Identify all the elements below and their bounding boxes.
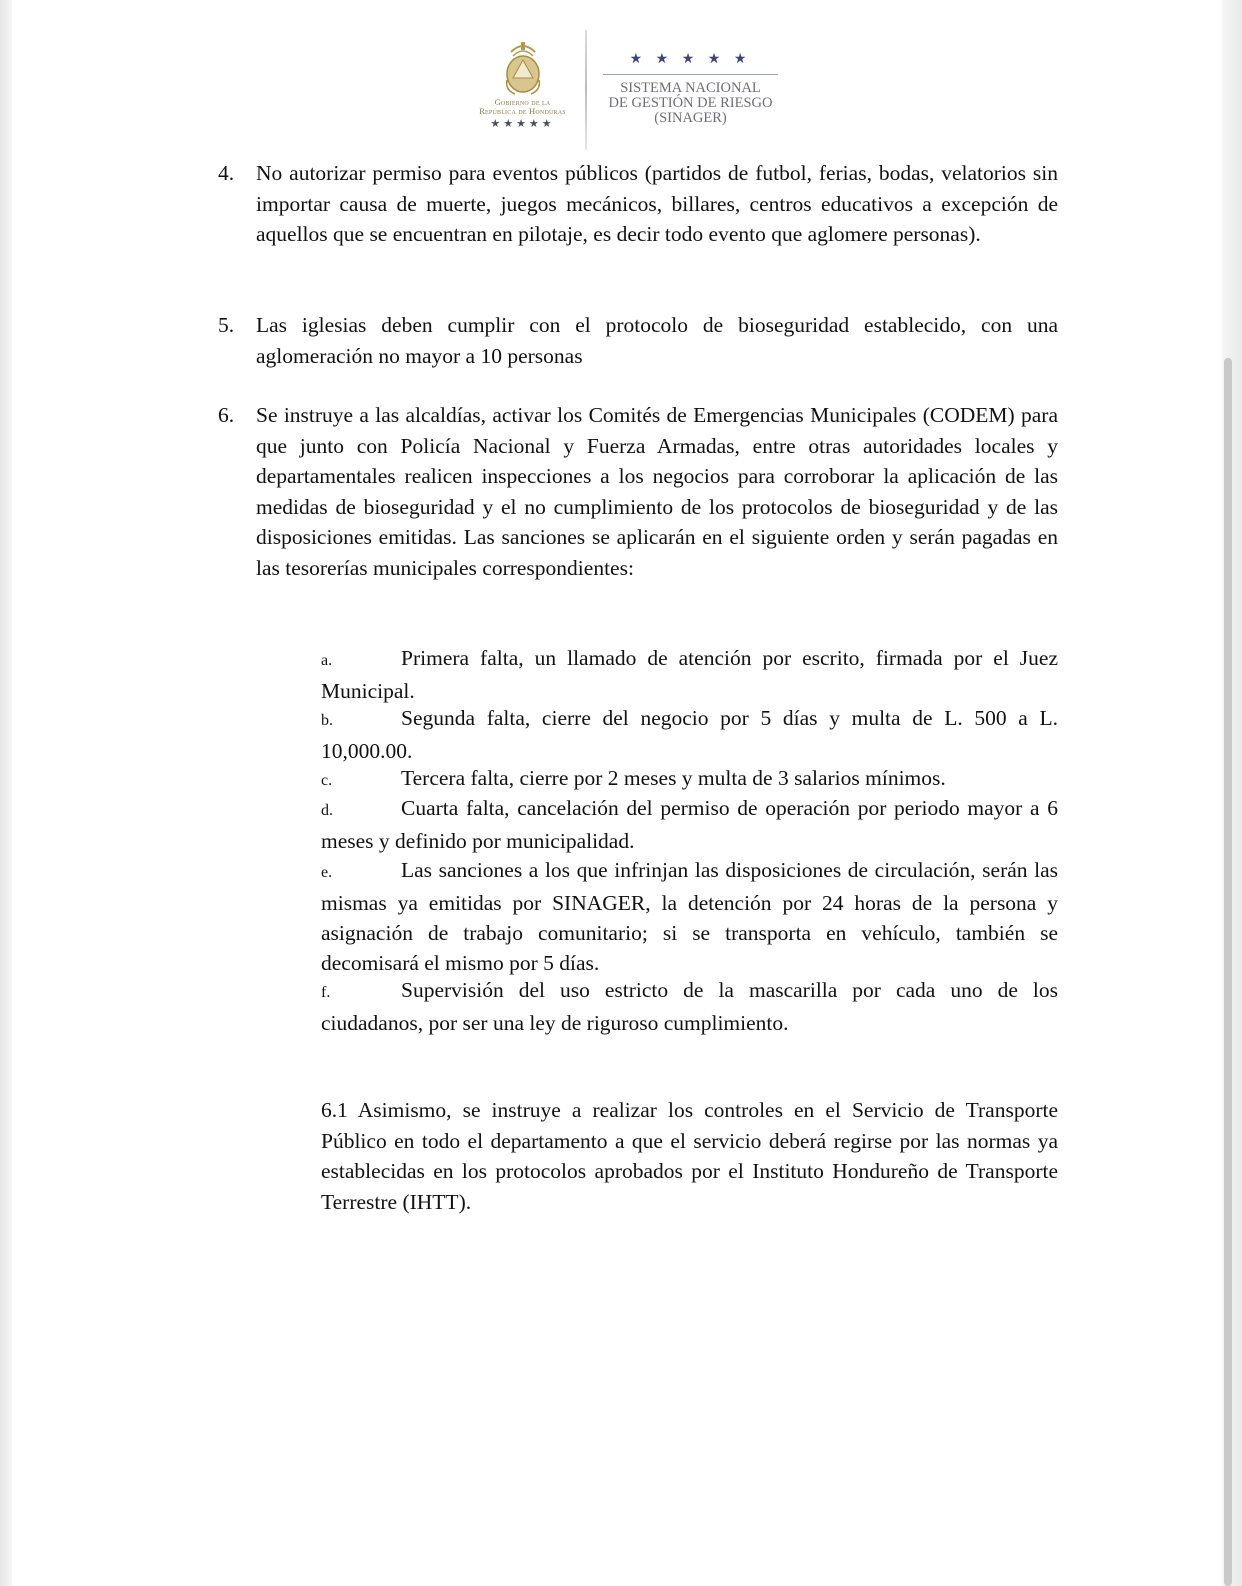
sanction-item-e — [321, 855, 1058, 978]
sanction-text: Primera falta, un llamado de atención por escrito, firmada por el Juez Municipal. — [321, 646, 1058, 703]
list-text: Se instruye a las alcaldías, activar los Comités de Emergencias Municipales (CODEM) para que junto con Policía Nacional y Fuerza Armadas, entre otras autoridades locales y departamentales realicen inspecciones a los negocios para corroborar la aplicación de las medidas de bioseguridad y el no cumplimiento de los protocolos de bioseguridad y de las disposiciones emitidas. Las sanciones se aplicarán en el siguiente orden y serán pagadas en las tesorerías municipales correspondientes: — [256, 403, 1058, 580]
list-text: No autorizar permiso para eventos públicos (partidos de futbol, ferias, bodas, velatorios sin importar causa de muerte, juegos mecánicos, billares, centros educativos a excepción de aquellos que se encuentran en pilotaje, es decir todo evento que aglomere personas). — [256, 161, 1058, 246]
sanction-text: Cuarta falta, cancelación del permiso de operación por periodo mayor a 6 meses y definido por municipalidad. — [321, 796, 1058, 853]
list-text: Las iglesias deben cumplir con el protocolo de bioseguridad establecido, con una aglomeración no mayor a 10 personas — [256, 313, 1058, 368]
government-name-line1: Gobierno de la — [494, 97, 551, 107]
sinager-name-line1: SISTEMA NACIONAL — [620, 80, 761, 96]
list-number: 5. — [218, 313, 235, 337]
sanction-text: Tercera falta, cierre por 2 meses y multa de 3 salarios mínimos. — [401, 766, 946, 790]
sanction-text: Segunda falta, cierre del negocio por 5 días y multa de L. 500 a L. 10,000.00. — [321, 706, 1058, 763]
sanction-letter: b. — [321, 712, 333, 729]
document-header — [440, 30, 800, 150]
page-edge-left — [0, 0, 12, 1586]
list-item-5 — [218, 310, 1058, 371]
sanction-text: Las sanciones a los que infrinjan las disposiciones de circulación, serán las mismas ya emitidas por SINAGER, la detención por 24 horas de la persona y asignación de trabajo comunitario; si se transporta en vehículo, también se decomisará el mismo por 5 días. — [321, 858, 1058, 975]
sanction-letter: a. — [321, 652, 333, 669]
sanction-item-c — [321, 763, 1058, 796]
sanction-letter: d. — [321, 802, 333, 819]
closing-paragraph: 6.1 Asimismo, se instruye a realizar los controles en el Servicio de Transporte Público en todo el departamento a que el servicio deberá regirse por las normas ya establecidas en los protocolos aprobados por el Instituto Hondureño de Transporte Terrestre (IHTT). — [321, 1098, 1058, 1214]
government-logo — [460, 40, 585, 150]
sanction-item-a — [321, 643, 1058, 706]
sanction-item-f — [321, 975, 1058, 1038]
sanction-item-d — [321, 793, 1058, 856]
sanction-letter: c. — [321, 772, 333, 789]
scrollbar[interactable] — [1224, 358, 1232, 1586]
government-stars: ★★★★★ — [490, 118, 555, 130]
sinager-rule — [603, 74, 778, 75]
sinager-name-line3: (SINAGER) — [654, 110, 727, 126]
sinager-logo — [603, 50, 778, 126]
sinager-stars: ★ ★ ★ ★ ★ — [629, 52, 752, 67]
sanction-item-b — [321, 703, 1058, 766]
list-number: 6. — [218, 403, 235, 427]
sanction-letter: f. — [321, 984, 331, 1001]
sanction-letter: e. — [321, 864, 333, 881]
header-divider — [585, 30, 587, 150]
list-number: 4. — [218, 161, 235, 185]
sanction-text: Supervisión del uso estricto de la mascarilla por cada uno de los ciudadanos, por ser una ley de riguroso cumplimiento. — [321, 978, 1058, 1035]
government-name-line2: República de Honduras — [479, 106, 566, 116]
coat-of-arms-icon — [501, 40, 545, 98]
list-item-4 — [218, 158, 1058, 250]
list-item-6 — [218, 400, 1058, 583]
sinager-name-line2: DE GESTIÓN DE RIESGO — [608, 95, 773, 111]
